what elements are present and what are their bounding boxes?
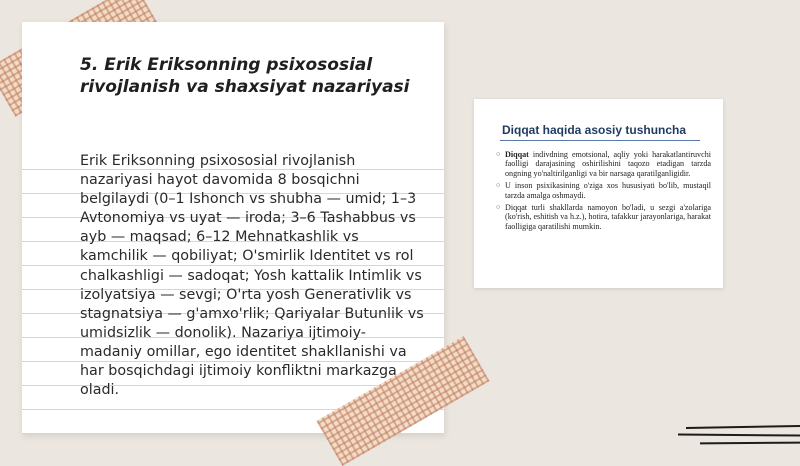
decorative-line <box>686 425 800 429</box>
card-title-underline <box>500 140 700 141</box>
decorative-line <box>700 442 800 445</box>
bullet-circle-icon: ○ <box>496 150 501 158</box>
card-bullet-item <box>496 150 711 178</box>
card-title: Diqqat haqida asosiy tushuncha <box>502 123 687 137</box>
card-bullet-item <box>496 203 711 231</box>
bullet-text: Diqqat turli shakllarda namoyon bo'ladi, u sezgi a'zolariga (ko'rish, eshitish va h.z.), hotira, tafakkur jarayonlariga, harakat faolligiga qaratilishi mumkin. <box>505 203 711 231</box>
decorative-lines <box>676 420 800 450</box>
bullet-lead-term: Diqqat <box>505 150 529 159</box>
decorative-line <box>678 433 800 436</box>
slide-body-text: Erik Eriksonning psixososial rivojlanish nazariyasi hayot davomida 8 bosqichni belgilaydi (0–1 Ishonch vs shubha — umid; 1–3 Avtonomiya vs uyat — iroda; 3–6 Tashabbus vs ayb — maqsad; 6–12 Mehnatkashlik vs kamchilik — qobiliyat; O'smirlik Identitet vs rol chalkashligi — sadoqat; Yosh kattalik Intimlik vs izolyatsiya — sevgi; O'rta yosh Generativlik vs stagnatsiya — g'amxo'rlik; Qariyalar Butunlik vs umidsizlik — donolik). Nazariya ijtimoiy-madaniy omillar, ego identitet shakllanishi va har bosqichdagi ijtimoiy konfliktni markazga oladi. <box>80 153 424 399</box>
card-bullet-item <box>496 181 711 200</box>
bullet-text: U inson psixikasining o'ziga xos hususiyati bo'lib, mustaqil tarzda amalga oshmaydi. <box>505 181 711 200</box>
card-bullet-list <box>496 150 711 234</box>
attention-concept-card <box>474 99 723 288</box>
bullet-circle-icon: ○ <box>496 203 501 212</box>
bullet-circle-icon: ○ <box>496 181 501 190</box>
bullet-text: indivdning emotsional, aqliy yoki harakatlantiruvchi faolligi darajasining oshirilishini taqozo etadigan tarzda ongning yo'naltirilganligi va bir narsaga qaratilganligidir. <box>505 150 711 178</box>
slide-title: 5. Erik Eriksonning psixososial rivojlanish va shaxsiyat nazariyasi <box>80 55 410 97</box>
